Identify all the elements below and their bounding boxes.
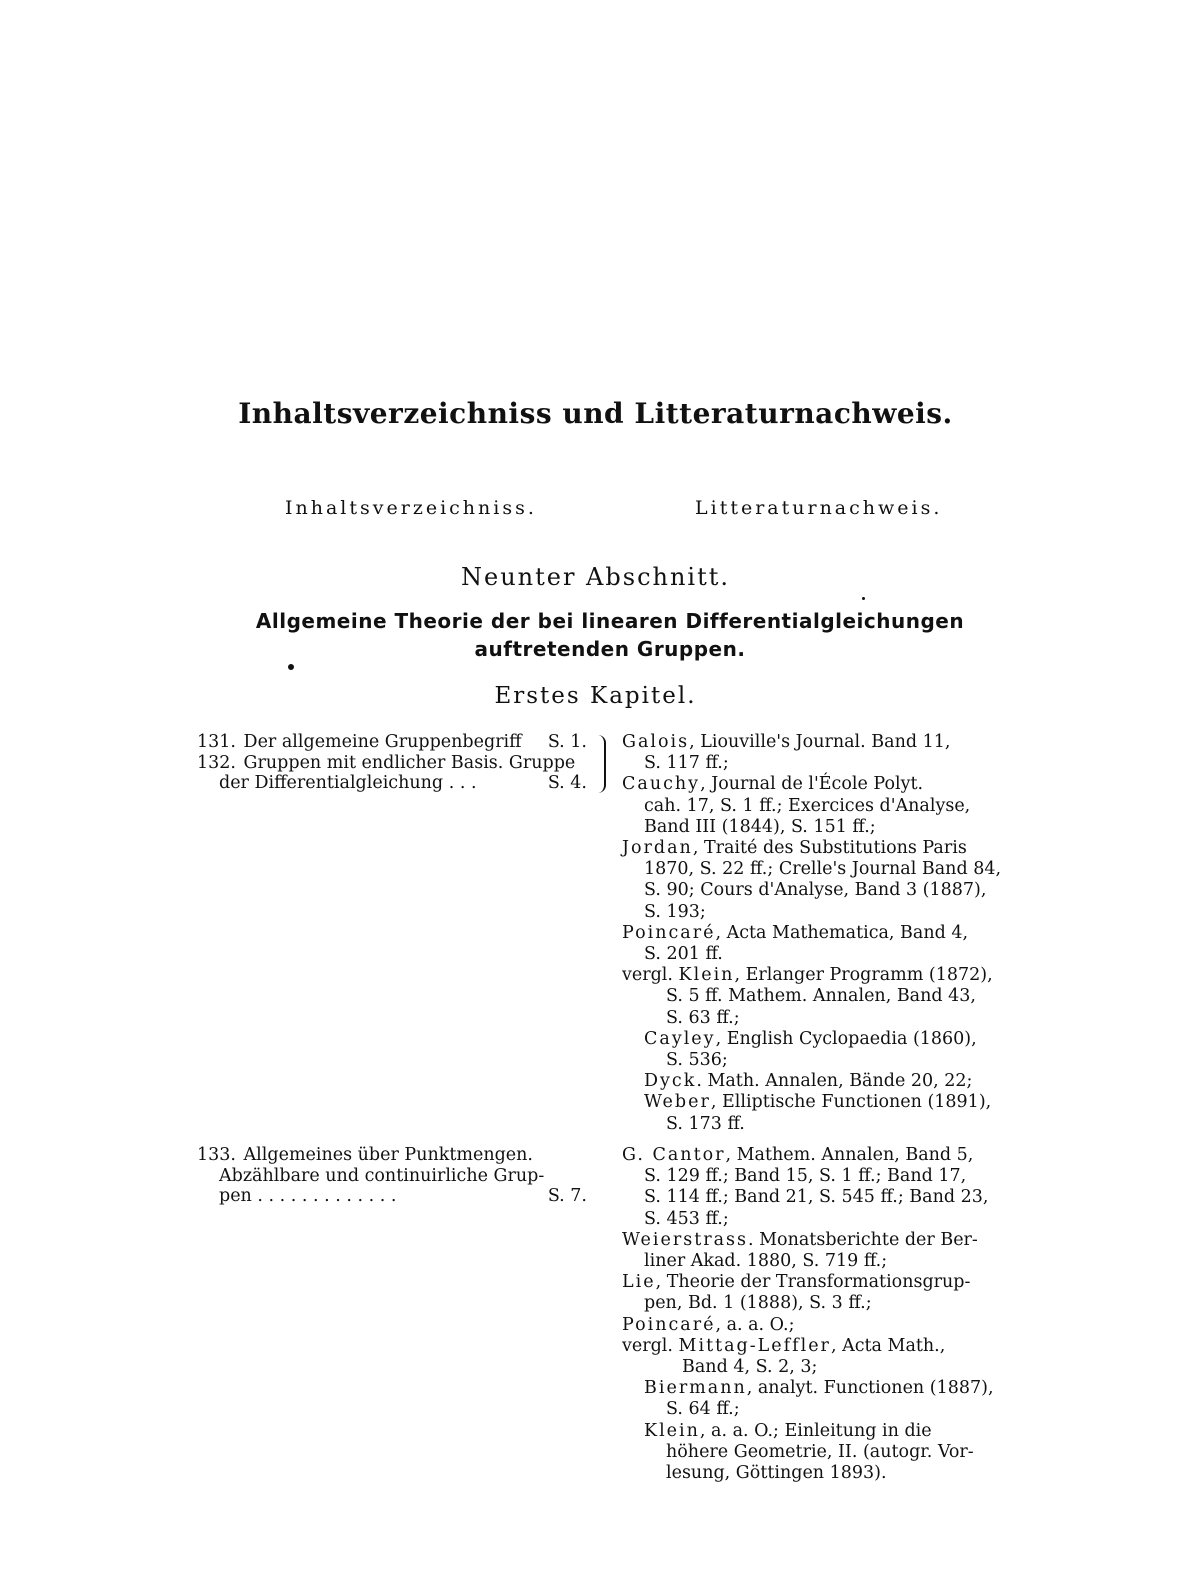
reference-text: S. 90; Cours d'Analyse, Band 3 (1887),	[644, 880, 987, 901]
reference-text: , Elliptische Functionen (1891),	[710, 1092, 992, 1113]
subtitle-line: auftretenden Gruppen.	[474, 637, 746, 661]
reference-text: S. 453 ff.;	[644, 1208, 729, 1229]
reference-text: S. 536;	[666, 1050, 728, 1071]
reference-text: . Math. Annalen, Bände 20, 22;	[696, 1071, 973, 1092]
reference-text: S. 117 ff.;	[644, 753, 729, 774]
column-header-contents: Inhaltsverzeichniss.	[285, 497, 537, 519]
reference-author: Cayley	[644, 1028, 716, 1049]
reference-text: , a. a. O.;	[715, 1314, 795, 1335]
reference-text: , Mathem. Annalen, Band 5,	[725, 1145, 974, 1165]
reference-text: , Erlanger Programm (1872),	[734, 965, 993, 986]
reference-entry	[622, 774, 1017, 838]
subtitle-line: Allgemeine Theorie der bei linearen Differentialgleichungen	[255, 609, 965, 633]
reference-text: , English Cyclopaedia (1860),	[715, 1028, 977, 1049]
reference-text: Band 4, S. 2, 3;	[682, 1357, 818, 1378]
reference-list	[622, 1145, 1017, 1484]
reference-entry	[622, 1421, 1017, 1485]
reference-text: S. 173 ff.	[666, 1113, 745, 1134]
toc-page: S. 4.	[547, 773, 587, 793]
reference-entry	[622, 1272, 1017, 1314]
reference-entry	[622, 1378, 1017, 1420]
bracket	[596, 735, 606, 793]
reference-author: Dyck	[644, 1071, 697, 1092]
reference-text: , Acta Math.,	[830, 1335, 946, 1356]
toc-page: S. 7.	[547, 1186, 587, 1206]
reference-entry	[622, 838, 1017, 923]
reference-entry	[622, 1029, 1017, 1071]
reference-author: Jordan	[622, 838, 693, 859]
reference-text: cah. 17, S. 1 ff.; Exercices d'Analyse,	[644, 795, 971, 816]
toc-entry	[197, 732, 597, 753]
reference-author: Mittag-Leffler	[678, 1335, 831, 1356]
toc-group	[197, 1145, 597, 1207]
toc-text-continued: pen . . . . . . . . . . . . .	[219, 1186, 397, 1206]
toc-number: 133.	[197, 1145, 236, 1165]
reference-list	[622, 732, 1017, 1135]
reference-entry	[622, 1145, 1017, 1230]
reference-author: Klein	[678, 965, 735, 986]
reference-text: S. 193;	[644, 901, 706, 922]
column-header-literature: Litteraturnachweis.	[695, 497, 943, 519]
reference-entry	[622, 1092, 1017, 1134]
reference-author: Poincaré	[622, 922, 716, 943]
reference-text: liner Akad. 1880, S. 719 ff.;	[644, 1251, 888, 1272]
reference-entry	[622, 732, 1017, 774]
toc-number: 132.	[197, 752, 236, 773]
reference-text: 1870, S. 22 ff.; Crelle's Journal Band 84,	[644, 859, 1002, 880]
reference-text: Band III (1844), S. 151 ff.;	[644, 816, 876, 837]
page-title: Inhaltsverzeichniss und Litteraturnachweis.	[238, 397, 953, 430]
toc-entry	[197, 1145, 597, 1207]
reference-text: lesung, Göttingen 1893).	[666, 1463, 887, 1484]
reference-author: Biermann	[644, 1378, 747, 1399]
reference-text: S. 201 ff.	[644, 944, 723, 965]
reference-text: , Acta Mathematica, Band 4,	[715, 922, 969, 943]
toc-text-continued: Abzählbare und continuirliche Grup-	[219, 1165, 545, 1186]
reference-prefix: vergl.	[622, 1335, 679, 1356]
reference-entry	[622, 1336, 1017, 1378]
reference-text: , analyt. Functionen (1887),	[746, 1378, 994, 1399]
section-heading: Neunter Abschnitt.	[460, 563, 731, 591]
reference-text: , a. a. O.; Einleitung in die	[699, 1420, 932, 1441]
reference-entry	[622, 965, 1017, 1029]
reference-text: , Theorie der Transformationsgrup-	[655, 1272, 971, 1293]
reference-text: , Liouville's Journal. Band 11,	[689, 732, 951, 752]
reference-author: Weierstrass	[622, 1229, 749, 1250]
reference-text: , Journal de l'École Polyt.	[700, 774, 924, 795]
reference-author: Weber	[644, 1092, 711, 1113]
toc-text: Der allgemeine Gruppenbegriff	[243, 732, 522, 752]
reference-text: , Traité des Substitutions Paris	[692, 838, 967, 859]
reference-text: S. 129 ff.; Band 15, S. 1 ff.; Band 17,	[644, 1166, 967, 1187]
reference-author: Lie	[622, 1272, 656, 1293]
toc-entry	[197, 753, 597, 794]
reference-author: Klein	[644, 1420, 700, 1441]
reference-text: S. 63 ff.;	[666, 1007, 740, 1028]
reference-entry	[622, 923, 1017, 965]
toc-text: Gruppen mit endlicher Basis. Gruppe	[243, 752, 576, 773]
reference-author: Cauchy	[622, 774, 701, 795]
toc-text: Allgemeines über Punktmengen.	[243, 1145, 533, 1165]
reference-entry	[622, 1071, 1017, 1092]
reference-author: Galois	[622, 732, 690, 752]
reference-entry	[622, 1230, 1017, 1272]
reference-prefix: vergl.	[622, 965, 679, 986]
toc-number: 131.	[197, 732, 236, 752]
reference-text: S. 5 ff. Mathem. Annalen, Band 43,	[666, 986, 976, 1007]
reference-author: G. Cantor	[622, 1145, 726, 1165]
reference-text: pen, Bd. 1 (1888), S. 3 ff.;	[644, 1293, 872, 1314]
toc-text-continued: der Differentialgleichung . . .	[219, 773, 477, 793]
reference-text: S. 64 ff.;	[666, 1399, 740, 1420]
reference-author: Poincaré	[622, 1314, 716, 1335]
section-subtitle	[240, 607, 980, 663]
chapter-heading: Erstes Kapitel.	[494, 683, 697, 709]
reference-text: höhere Geometrie, II. (autogr. Vor-	[666, 1441, 974, 1462]
reference-text: S. 114 ff.; Band 21, S. 545 ff.; Band 23,	[644, 1187, 989, 1208]
toc-group	[197, 732, 597, 794]
reference-entry	[622, 1315, 1017, 1336]
print-speck	[862, 597, 865, 600]
toc-page: S. 1.	[547, 732, 587, 752]
reference-text: . Monatsberichte der Ber-	[748, 1229, 978, 1250]
print-speck	[288, 664, 294, 670]
